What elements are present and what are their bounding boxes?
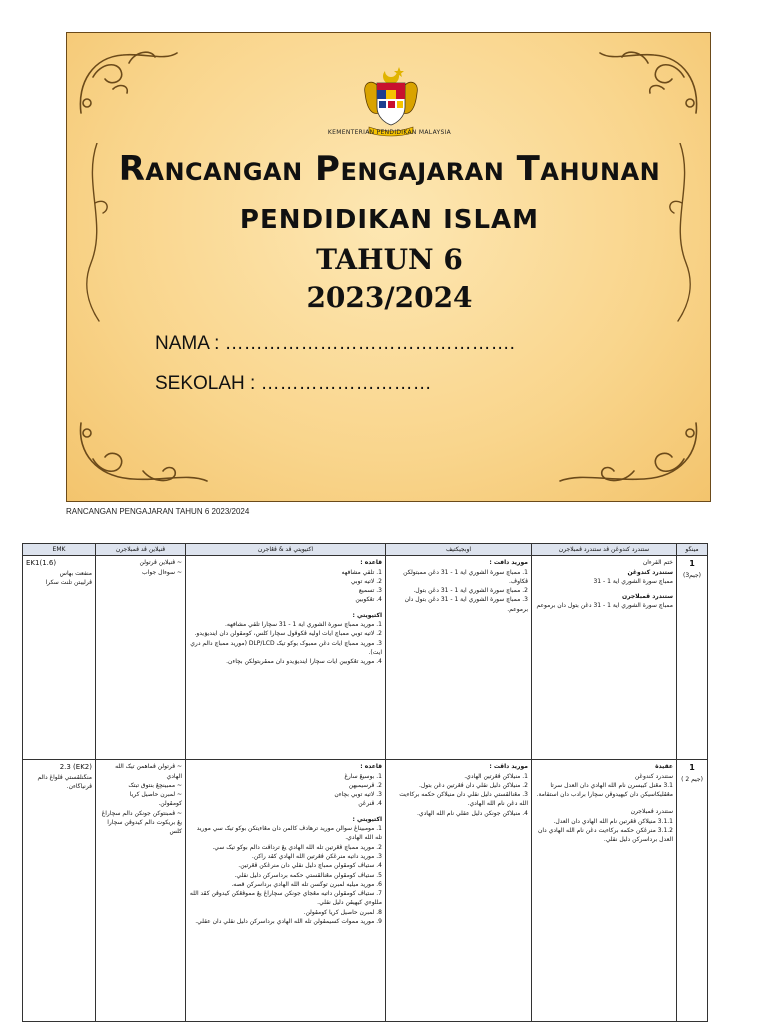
cell-standards: ختم القرءان ستندرد کندوڠن ممباچ سورة الشوري اية 1 - 31 ستندرد ڤمبلاجرن ممباچ سورة الشوري اية 1 - 31 دڠن بتول دان برموعم bbox=[532, 556, 677, 760]
cell-week: 1 (3جيم) bbox=[677, 556, 708, 760]
corner-flourish-icon bbox=[73, 413, 213, 493]
header-week: مينڬو bbox=[677, 544, 708, 556]
header-objectives: اوبجيکتيف bbox=[386, 544, 532, 556]
cell-activities: قاعده : 1. بوسيڠ سارڠ 2. ڤرسيمبهن 3. لاتيه توبي بچاءن 4. ڤنرڠن اکتيويتي : 1. مومبيناڠ سوالن موريد ترهادڤ کالمن دان مڠاءيتکن بوکو تيک سي موريد تله الله الهادي. 2. موريد ممباچ ڤڠرتين تله الله الهادي يڠ ترداڤت دالم بوکو تيک سي. 3. موريد داتيه منرڠکن ڤڠرتين الله الهادي کڤد راکن. 4. ستياڤ کومڤولن ممباچ دليل نقلي دان منرڠکن ڤڠرتين. 5. ستياڤ کومڤولن مڠنالڤستي حکمه برداسرکن دليل نقلي. 6. موريد ميليه لمبرن توڬسن تله الله الهادي برداسرکن قصه. 7. ستياڤ کومڤولن داتيه مڠجاي جونکن سچاراڠ يڠ مموڤڠکن کيدوڤن کڤد الله مللوءي کيهيڤن دليل نقلي. 8. لمبرن حاصيل کريا کومڤولن. 9. موريد مموات کسيمڤولن تله الله الهادي برداسرکن دليل نقلي دان عقلي. bbox=[186, 760, 386, 1022]
school-field: SEKOLAH : ……………………… bbox=[155, 373, 432, 394]
cover-year: TAHUN 6 bbox=[316, 243, 463, 276]
table-header-row bbox=[23, 544, 708, 556]
cell-activities: قاعده : 1. تلقي مشافهه 2. لاتيه توبي 3. تسميع 4. تڠکوبين اکتيويتي : 1. موريد ممباچ سورة الشوري اية 1 - 31 سچارا تلقي مشافهه. 2. لاتيه توبي ممباچ ايات اوليه ڤکوڤول سچارا کلس، کومڤولن دان اينديۏيدو. 3. موريد ممباچ ايات دڠن ممبوک بوکو تيک DLP/LCD (موريد ممباچ دالم دري ايت). 4. موريد تڠکوبين ايات سچارا اينديۏيدو دان ممڤربتولکن بچاءن. bbox=[186, 556, 386, 760]
header-standards: ستندرد کندوڠن ڤد ستندرد ڤمبلاجرن bbox=[532, 544, 677, 556]
header-emk: EMK bbox=[23, 544, 96, 556]
cell-week: 1 ( 2 جيم) bbox=[677, 760, 708, 1022]
cell-assessment: ~ ڤرتولن ڤماهمن تيک الله الهادي ~ ممبينچڠ بنتوق تبتک ~ لمبرن حاصيل کريا کومڤولن. ~ ڤمبنتوکن جونکن دالم سچاراڠ يڠ بريکوت دالم کيدوڤن سچارا کلس bbox=[96, 760, 186, 1022]
corner-flourish-icon bbox=[554, 413, 704, 493]
document-header: RANCANGAN PENGAJARAN TAHUN 6 2023/2024 bbox=[66, 507, 250, 516]
name-field: NAMA : ………………………………………. bbox=[155, 333, 515, 354]
ministry-label: KEMENTERIAN PENDIDIKAN MALAYSIA bbox=[327, 129, 452, 136]
cell-assessment: ~ ڤنيلاين ڤرتولن ~ سوءال جواب bbox=[96, 556, 186, 760]
cell-objectives: موريد داڤت : 1. منيلاکن ڤڠرتين الهادي. 2. منيلاکن دليل نقلي دان ڤڠرتين دڠن بتول. 3. مڠنالڤستي دليل نقلي دان منيلاکن حکمه برکاءيت الله دڠن نام الله الهادي. 4. منيلاکن جونکن دليل عقلي نام الله الهادي. bbox=[386, 760, 532, 1022]
cover-title: Rancangan Pengajaran Tahunan bbox=[118, 149, 661, 189]
cover-subject: PENDIDIKAN ISLAM bbox=[239, 205, 540, 235]
lesson-plan-table bbox=[22, 543, 708, 1022]
header-assessment: ڤنيلاين ڤد ڤمبلاجرن bbox=[96, 544, 186, 556]
header-activities: اکتيويتي ڤد & ڤڠاجرن bbox=[186, 544, 386, 556]
malaysia-coat-of-arms-icon bbox=[359, 63, 423, 139]
corner-flourish-icon bbox=[73, 43, 183, 123]
cell-emk: EK1(1.6) منفعت بهاس ڤرليبتن تلنت سکرا bbox=[23, 556, 96, 760]
cover-page bbox=[66, 32, 711, 502]
table-row bbox=[23, 556, 708, 760]
table-row bbox=[23, 760, 708, 1022]
cell-objectives: موريد دافت : 1. ممباچ سورة الشوري اية 1 - 31 دڠن ممبتولکن ڤکاوڤ. 2. ممباچ سورة الشوري اية 1 - 31 دڠن بتول. 3. ممباچ سورة الشوري اية 1 - 31 دڠن بتول دان برموعم. bbox=[386, 556, 532, 760]
cell-emk: (EK2) 2.3 منڬنلڤستي ڤلواڠ دالم ڤرنياڬاءن. bbox=[23, 760, 96, 1022]
cell-standards: عقيدة ستندرد کندوڠن 3.1 مڠنل کبيسرن نام الله الهادي دان العدل سرتا مڠڤليکاسيکن دان کيهيدوڤن سچارا برادب دان استقامة. ستندرد ڤمبلاجرن 3.1.1 منيلاکن ڤڠرتين نام الله الهادي دان العدل. 3.1.2 منرڠکن حکمه برکاءيت دڠن نام الله الهادي دان العدل برداسرکن دليل نقلي. bbox=[532, 760, 677, 1022]
corner-flourish-icon bbox=[594, 43, 704, 123]
cover-session: 2023/2024 bbox=[306, 281, 473, 314]
